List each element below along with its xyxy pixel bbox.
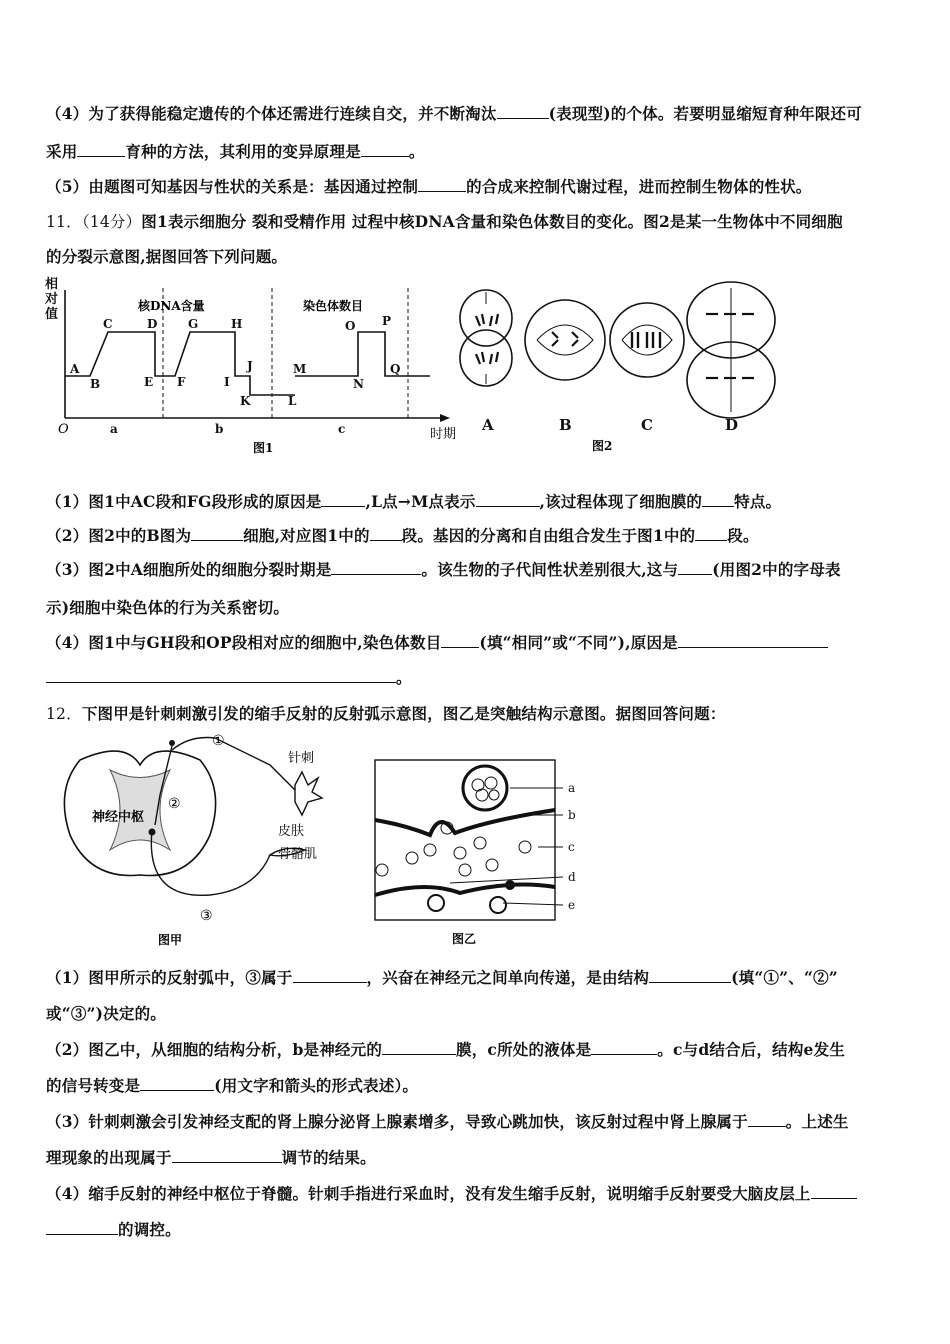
blank[interactable]: [441, 633, 479, 648]
point-A: A: [70, 362, 80, 376]
blank[interactable]: [748, 1112, 786, 1127]
blank[interactable]: [361, 142, 409, 157]
q12-part3-line2: 理现象的出现属于 调节的结果。: [46, 1148, 376, 1167]
q10-part4-line2: 采用 育种的方法，其利用的变异原理是 。: [46, 142, 425, 161]
cell-A-label: A: [482, 416, 494, 434]
point-Q: Q: [390, 362, 401, 376]
blank[interactable]: [46, 1220, 118, 1235]
blank[interactable]: [418, 177, 466, 192]
dna-title: 核DNA含量: [138, 299, 205, 313]
cell-D: [687, 282, 775, 418]
muscle-label: 骨骼肌: [278, 847, 318, 862]
center-label: 神经中枢: [92, 810, 145, 825]
point-E: E: [144, 375, 154, 389]
efferent-nerve: [151, 830, 270, 895]
q11-part4-line1: （4）图1中与GH段和OP段相对应的细胞中,染色体数目 (填“相同”或“不同”),原因是: [46, 631, 828, 653]
cell-A: [460, 290, 512, 386]
fig-yi-caption: 图乙: [452, 932, 477, 946]
point-P: P: [382, 314, 392, 328]
q11-stem-line1: 11．（14分）图1表示细胞分 裂和受精作用 过程中核DNA含量和染色体数目的变化。图2是某一生物体中不同细胞: [46, 212, 843, 231]
blank[interactable]: [191, 526, 243, 541]
q12-part4-line1: （4）缩手反射的神经中枢位于脊髓。针刺手指进行采血时，没有发生缩手反射，说明缩手反射要受大脑皮层上: [46, 1182, 857, 1204]
skin-icon: [295, 772, 322, 815]
point-B: B: [90, 377, 101, 391]
blank[interactable]: [321, 492, 365, 507]
point-F: F: [177, 375, 186, 389]
figure-1-dna-chromosome-graph: [40, 270, 460, 460]
y-label-2: 对: [45, 292, 59, 307]
q11-part3-line2: 示)细胞中染色体的行为关系密切。: [46, 598, 290, 617]
blank[interactable]: [678, 560, 712, 575]
point-D: D: [147, 317, 158, 331]
point-O: O: [345, 319, 356, 333]
presynaptic-membrane-b: [375, 810, 555, 835]
label-3: ③: [200, 908, 213, 924]
label-c: c: [568, 840, 575, 854]
q12-part4-line2: 的调控。: [46, 1218, 181, 1240]
q12-part1-line2: 或“③”)决定的。: [46, 1004, 166, 1023]
q10-part5: （5）由题图可知基因与性状的关系是：基因通过控制 的合成来控制代谢过程，进而控制生物体的性状。: [46, 177, 812, 196]
receptor-e: [428, 895, 444, 911]
cell-D-label: D: [725, 416, 739, 434]
q12-part1-line1: （1）图甲所示的反射弧中，③属于 ，兴奋在神经元之间单向传递，是由结构 (填“①”、“②”: [46, 968, 838, 987]
cell-B-label: B: [559, 416, 572, 434]
blank[interactable]: [370, 526, 402, 541]
point-N: N: [353, 377, 364, 391]
vesicle-a: [463, 766, 507, 810]
postsynaptic-membrane: [375, 885, 555, 895]
fig2-caption: 图2: [592, 439, 613, 453]
blank[interactable]: [702, 492, 734, 507]
fig1-caption: 图1: [253, 441, 274, 455]
blank[interactable]: [497, 104, 549, 119]
figure-2-cell-division: [452, 280, 782, 460]
label-d: d: [568, 870, 576, 884]
point-L: L: [288, 394, 297, 408]
blank[interactable]: [46, 668, 396, 683]
q12-part3-line1: （3）针刺刺激会引发神经支配的肾上腺分泌肾上腺素增多，导致心跳加快，该反射过程中肾上腺属于 。上述生: [46, 1112, 849, 1131]
figure-jia-reflex-arc: [40, 730, 360, 950]
q11-part3-line1: （3）图2中A细胞所处的细胞分裂时期是 。该生物的子代间性状差别很大,这与 (用图2中的字母表: [46, 560, 841, 579]
blank[interactable]: [140, 1076, 214, 1091]
y-label-1: 相: [45, 277, 59, 292]
segment-a: a: [110, 422, 118, 436]
point-K: K: [240, 394, 251, 408]
blank[interactable]: [811, 1184, 857, 1199]
label-1: ①: [212, 733, 225, 749]
x-axis-label: 时期: [430, 427, 457, 442]
point-G: G: [188, 317, 199, 331]
blank[interactable]: [695, 526, 727, 541]
cell-B: [525, 300, 605, 380]
afferent-nerve: [172, 738, 295, 791]
blank[interactable]: [649, 968, 731, 983]
point-M: M: [293, 362, 307, 376]
origin-label: O: [58, 422, 69, 437]
q11-part4-line2: 。: [46, 666, 412, 688]
blank[interactable]: [293, 968, 367, 983]
chrom-title: 染色体数目: [303, 299, 364, 313]
blank[interactable]: [476, 492, 540, 507]
x-axis-arrow: [440, 414, 450, 422]
cell-C-label: C: [641, 416, 653, 434]
segment-c: c: [338, 422, 346, 436]
label-a: a: [568, 781, 576, 795]
label-b: b: [568, 808, 576, 822]
q10-part4-line1: （4）为了获得能稳定遗传的个体还需进行连续自交，并不断淘汰 (表现型)的个体。若要明显缩短育种年限还可: [46, 104, 862, 123]
point-I: I: [224, 375, 230, 389]
point-C: C: [103, 317, 113, 331]
q12-part2-line2: 的信号转变是 (用文字和箭头的形式表述）。: [46, 1076, 419, 1095]
figure-yi-synapse: [370, 755, 590, 950]
blank[interactable]: [678, 633, 828, 648]
q11-stem-line2: 的分裂示意图,据图回答下列问题。: [46, 247, 288, 266]
point-H: H: [231, 317, 243, 331]
y-label-3: 值: [45, 307, 59, 322]
label-2: ②: [168, 796, 181, 812]
needle-label: 针刺: [288, 751, 315, 766]
point-J: J: [247, 359, 253, 373]
blank[interactable]: [331, 560, 421, 575]
blank[interactable]: [382, 1040, 456, 1055]
blank[interactable]: [591, 1040, 657, 1055]
chromosome-curve: [295, 332, 430, 376]
label-e: e: [568, 898, 576, 912]
skin-label: 皮肤: [278, 824, 305, 839]
segment-b: b: [215, 422, 224, 436]
fig-jia-caption: 图甲: [158, 933, 183, 947]
q11-part1: （1）图1中AC段和FG段形成的原因是 ,L点→M点表示 ,该过程体现了细胞膜的 特点。: [46, 492, 782, 511]
blank[interactable]: [77, 142, 125, 157]
q12-part2-line1: （2）图乙中，从细胞的结构分析，b是神经元的 膜，c所处的液体是 。c与d结合后，结构e发生: [46, 1040, 846, 1059]
q11-part2: （2）图2中的B图为 细胞,对应图1中的 段。基因的分离和自由组合发生于图1中的 段。: [46, 526, 759, 545]
blank[interactable]: [172, 1148, 282, 1163]
synapse-frame: [375, 760, 555, 920]
q12-stem: 12．下图甲是针刺刺激引发的缩手反射的反射弧示意图，图乙是突触结构示意图。据图回答问题：: [46, 704, 726, 723]
cell-C: [610, 303, 684, 377]
